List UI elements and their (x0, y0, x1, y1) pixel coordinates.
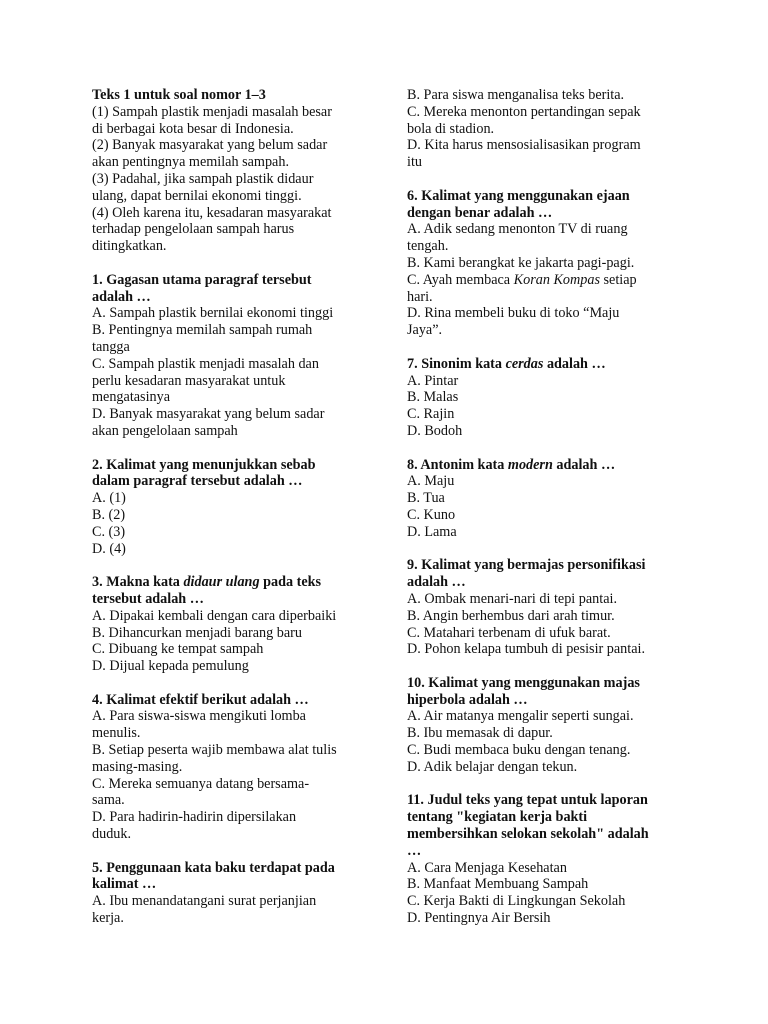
question-8 (407, 457, 689, 541)
reading-text-line: (4) Oleh karena itu, kesadaran masyarakat (92, 204, 332, 221)
question-5 (92, 860, 372, 927)
question-text: 6. Kalimat yang menggunakan ejaan (407, 187, 630, 204)
question-text: … (407, 842, 422, 859)
answer-option: D. Kita harus mensosialisasikan program (407, 137, 641, 154)
answer-option: A. Maju (407, 473, 455, 490)
answer-option: akan pengelolaan sampah (92, 422, 238, 439)
question-text: adalah … (92, 288, 151, 305)
answer-option: D. Pohon kelapa tumbuh di pesisir pantai. (407, 641, 646, 658)
question-text (407, 457, 689, 474)
question-text: kalimat … (92, 876, 157, 893)
question-emphasis: cerdas (505, 355, 544, 372)
question-6 (407, 188, 689, 339)
answer-option: D. Pentingnya Air Bersih (407, 910, 551, 927)
answer-option: C. Mereka menonton pertandingan sepak (407, 103, 641, 120)
reading-text-line: (1) Sampah plastik menjadi masalah besar (92, 103, 332, 120)
answer-option: B. Ibu memasak di dapur. (407, 725, 553, 742)
answer-option: C. (3) (92, 523, 126, 540)
answer-option: B. Dihancurkan menjadi barang baru (92, 624, 302, 641)
question-text: 5. Penggunaan kata baku terdapat pada (92, 859, 335, 876)
reading-text-line: ulang, dapat bernilai ekonomi tinggi. (92, 187, 302, 204)
answer-text-part: C. Ayah membaca (407, 271, 514, 288)
question-text (407, 356, 689, 373)
question-text-part: adalah … (543, 355, 606, 372)
reading-text-line: (2) Banyak masyarakat yang belum sadar (92, 137, 328, 154)
answer-option: B. Tua (407, 490, 445, 507)
answer-option: C. Matahari terbenam di ufuk barat. (407, 624, 611, 641)
question-10 (407, 675, 689, 776)
answer-text-part: setiap (599, 271, 637, 288)
answer-option: A. Adik sedang menonton TV di ruang (407, 221, 628, 238)
question-text: tentang "kegiatan kerja bakti (407, 809, 588, 826)
answer-option: kerja. (92, 910, 124, 927)
answer-option: D. Lama (407, 523, 457, 540)
question-text-part: pada teks (259, 574, 322, 591)
answer-option: B. Manfaat Membuang Sampah (407, 876, 589, 893)
answer-option: duduk. (92, 826, 132, 843)
question-text-part: 8. Antonim kata (407, 456, 508, 473)
answer-option: B. Kami berangkat ke jakarta pagi-pagi. (407, 254, 635, 271)
question-text: 9. Kalimat yang bermajas personifikasi (407, 557, 646, 574)
answer-option: C. Sampah plastik menjadi masalah dan (92, 355, 319, 372)
reading-text-line: (3) Padahal, jika sampah plastik didaur (92, 170, 314, 187)
question-text: tersebut adalah … (92, 590, 204, 607)
question-5-continued (407, 87, 689, 171)
reading-text-title: Teks 1 untuk soal nomor 1–3 (92, 87, 266, 103)
question-text: membersihkan selokan sekolah" adalah (407, 826, 649, 843)
answer-option: perlu kesadaran masyarakat untuk (92, 372, 286, 389)
answer-option: A. Para siswa-siswa mengikuti lomba (92, 708, 306, 725)
answer-option: C. Budi membaca buku dengan tenang. (407, 742, 631, 759)
answer-option: A. Pintar (407, 372, 459, 389)
reading-text-line: ditingkatkan. (92, 238, 167, 255)
left-column (92, 87, 372, 927)
answer-option: D. Rina membeli buku di toko “Maju (407, 305, 620, 322)
answer-option: D. Adik belajar dengan tekun. (407, 758, 578, 775)
answer-option: B. Setiap peserta wajib membawa alat tulis (92, 742, 337, 759)
answer-option: mengatasinya (92, 389, 171, 406)
answer-option: A. (1) (92, 490, 126, 507)
answer-option: A. Ombak menari-nari di tepi pantai. (407, 590, 617, 607)
question-text-part: adalah … (552, 456, 616, 473)
answer-option: Jaya”. (407, 322, 443, 339)
answer-option: A. Sampah plastik bernilai ekonomi tinggi (92, 305, 334, 322)
question-text: hiperbola adalah … (407, 691, 528, 708)
question-11 (407, 792, 689, 926)
question-1 (92, 272, 372, 440)
question-7 (407, 356, 689, 440)
answer-option: C. Rajin (407, 406, 455, 423)
question-text: 1. Gagasan utama paragraf tersebut (92, 271, 312, 288)
reading-text-line: di berbagai kota besar di Indonesia. (92, 120, 294, 137)
reading-text-block (92, 87, 372, 255)
question-9 (407, 557, 689, 658)
answer-option: D. Para hadirin-hadirin dipersilakan (92, 809, 297, 826)
answer-option: bola di stadion. (407, 120, 495, 137)
answer-option: B. Pentingnya memilah sampah rumah (92, 322, 313, 339)
answer-option: B. (2) (92, 506, 126, 523)
answer-option: C. Mereka semuanya datang bersama- (92, 775, 310, 792)
answer-option: B. Para siswa menganalisa teks berita. (407, 87, 625, 103)
question-text: adalah … (407, 574, 466, 591)
right-column (407, 87, 689, 927)
question-emphasis: didaur ulang (183, 574, 260, 591)
question-emphasis: modern (507, 456, 553, 473)
answer-emphasis: Koran Kompas (513, 271, 600, 288)
answer-option: menulis. (92, 725, 141, 742)
answer-option: A. Ibu menandatangani surat perjanjian (92, 893, 317, 910)
question-text: 4. Kalimat efektif berikut adalah … (92, 691, 309, 708)
answer-option: A. Cara Menjaga Kesehatan (407, 859, 567, 876)
answer-option: C. Kerja Bakti di Lingkungan Sekolah (407, 893, 626, 910)
question-text: dengan benar adalah … (407, 204, 553, 221)
answer-option: B. Angin berhembus dari arah timur. (407, 607, 615, 624)
reading-text-line: akan pentingnya memilah sampah. (92, 154, 289, 171)
answer-option: sama. (92, 792, 125, 809)
reading-text-line: terhadap pengelolaan sampah harus (92, 221, 295, 238)
answer-option (407, 272, 689, 289)
question-text-part: 7. Sinonim kata (407, 355, 506, 372)
answer-option: masing-masing. (92, 758, 183, 775)
question-text: 11. Judul teks yang tepat untuk laporan (407, 792, 648, 809)
answer-option: D. Bodoh (407, 422, 463, 439)
answer-option: A. Air matanya mengalir seperti sungai. (407, 708, 634, 725)
question-text: dalam paragraf tersebut adalah … (92, 473, 303, 490)
question-text (92, 574, 372, 591)
question-2 (92, 457, 372, 558)
answer-option: D. Dijual kepada pemulung (92, 658, 249, 675)
question-text-part: 3. Makna kata (92, 574, 184, 591)
answer-option: B. Malas (407, 389, 459, 406)
answer-option: hari. (407, 288, 433, 305)
answer-option: tengah. (407, 238, 449, 255)
question-text: 2. Kalimat yang menunjukkan sebab (92, 456, 316, 473)
answer-option: D. Banyak masyarakat yang belum sadar (92, 406, 325, 423)
answer-option: C. Kuno (407, 506, 456, 523)
answer-option: itu (407, 154, 422, 171)
answer-option: A. Dipakai kembali dengan cara diperbaiki (92, 607, 337, 624)
answer-option: D. (4) (92, 540, 126, 557)
answer-option: tangga (92, 338, 130, 355)
question-4 (92, 692, 372, 843)
question-text: 10. Kalimat yang menggunakan majas (407, 674, 640, 691)
answer-option: C. Dibuang ke tempat sampah (92, 641, 264, 658)
question-3 (92, 574, 372, 675)
